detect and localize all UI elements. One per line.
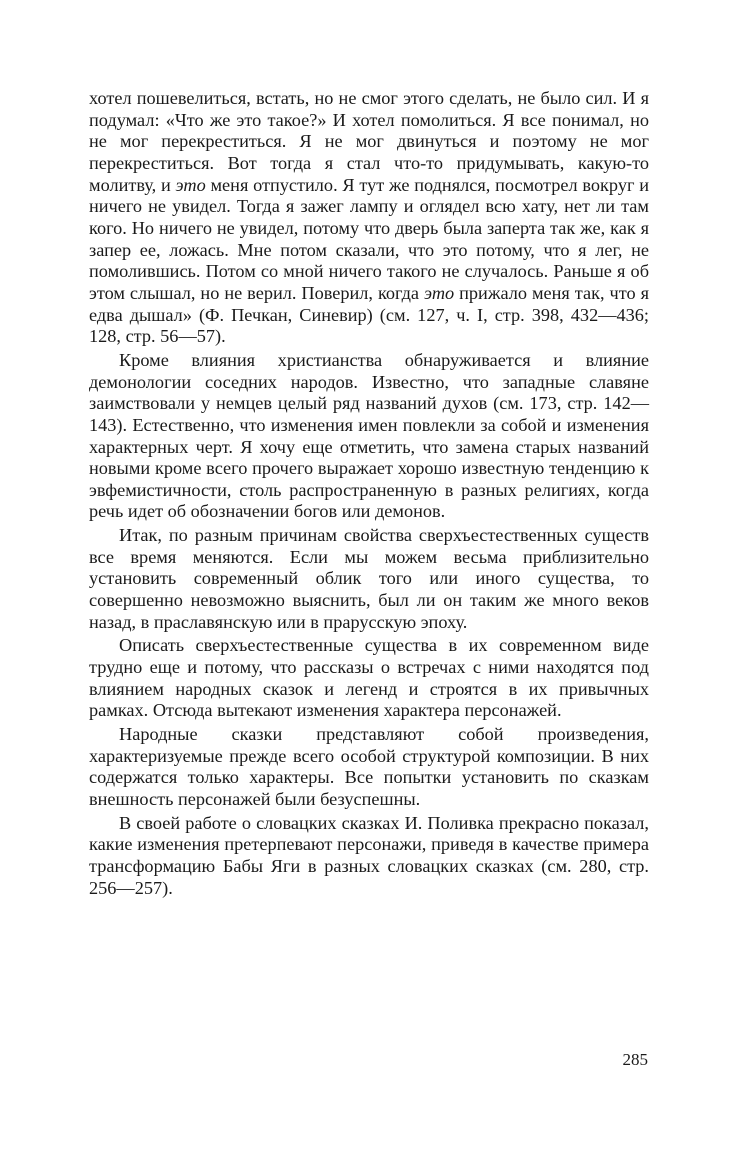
paragraph-6 bbox=[89, 813, 649, 900]
paragraph-1-run-5: прижало меня так, что я едва дышал» (Ф. Печкан, Синевир) (см. 127, ч. I, стр. 398, 432—436; 128, стр. 56—57). bbox=[89, 282, 649, 347]
paragraph-3 bbox=[89, 525, 649, 633]
paragraph-3-text: Итак, по разным причинам свойства сверхъестественных существ все время меняются. Если мы можем весьма приблизительно установить современный облик того или иного существа, то совершенно невозможно выяснить, был ли он таким же много веков назад, в праславянскую или в прарусскую эпоху. bbox=[89, 525, 649, 632]
paragraph-4 bbox=[89, 635, 649, 722]
paragraph-1-emphasis-eto-1: это bbox=[175, 174, 206, 195]
paragraph-1-emphasis-eto-2: это bbox=[424, 282, 455, 303]
paragraph-1-run-1: хотел пошевелиться, встать, но не смог этого сделать, не было сил. И я подумал: «Что же это такое?» И хотел помолиться. Я все понимал, но не мог перекреститься. Я не мог двинуться и поэтому не мог перекреститься. Вот тогда я стал что-то придумывать, какую-то молитву, и bbox=[89, 88, 649, 195]
paragraph-2 bbox=[89, 350, 649, 523]
page-body bbox=[89, 88, 649, 899]
paragraph-1-run-3: меня отпустило. Я тут же поднялся, посмотрел вокруг и ничего не увидел. Тогда я зажег лампу и оглядел всю хату, нет ли там кого. Но ничего не увидел, потому что дверь была заперта так же, как я запер ее, ложась. Мне потом сказали, что это потому, что я лег, не помолившись. Потом со мной ничего такого не случалось. Раньше я об этом слышал, но не верил. Поверил, когда bbox=[89, 174, 649, 303]
paragraph-1 bbox=[89, 88, 649, 348]
paragraph-5 bbox=[89, 724, 649, 811]
paragraph-4-text: Описать сверхъестественные существа в их современном виде трудно еще и потому, что рассказы о встречах с ними находятся под влиянием народных сказок и легенд и строятся в их привычных рамках. Отсюда вытекают изменения характера персонажей. bbox=[89, 635, 649, 721]
paragraph-2-text: Кроме влияния христианства обнаруживается и влияние демонологии соседних народов. Известно, что западные славяне заимствовали у немцев целый ряд названий духов (см. 173, стр. 142—143). Естественно, что изменения имен повлекли за собой и изменения характерных черт. Я хочу еще отметить, что замена старых названий новыми кроме всего прочего выражает хорошо известную тенденцию к эвфемистичности, столь распространенную в разных религиях, когда речь идет об обозначении богов или демонов. bbox=[89, 349, 649, 522]
paragraph-5-text: Народные сказки представляют собой произведения, характеризуемые прежде всего особой структурой композиции. В них содержатся только характеры. Все попытки установить по сказкам внешность персонажей были безуспешны. bbox=[89, 724, 649, 809]
paragraph-6-text: В своей работе о словацких сказках И. Поливка прекрасно показал, какие изменения претерпевают персонажи, приведя в качестве примера трансформацию Бабы Яги в разных словацких сказках (см. 280, стр. 256—257). bbox=[89, 812, 649, 898]
page-number: 285 bbox=[622, 1050, 648, 1069]
